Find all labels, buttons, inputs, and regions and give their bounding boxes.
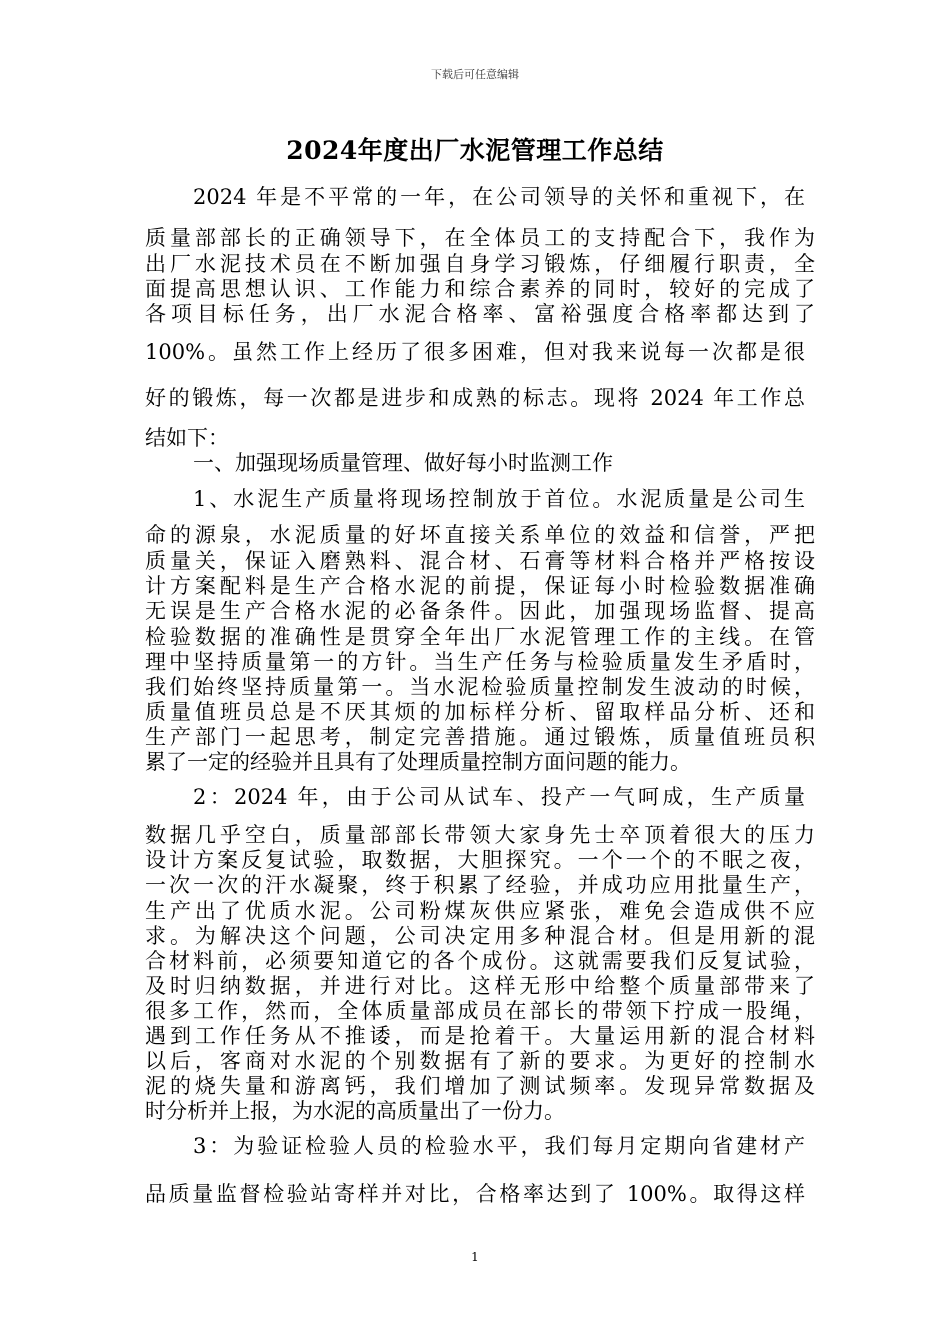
body-line: 出厂水泥技术员在不断加强自身学习锻炼，仔细履行职责，全 [145,252,815,276]
body-line: 及时归纳数据，并进行对比。这样无形中给整个质量部带来了 [145,974,815,998]
body-line: 累了一定的经验并且具有了处理质量控制方面问题的能力。 [145,750,691,774]
body-line: 命的源泉，水泥质量的好坏直接关系单位的效益和信誉，严把 [145,523,815,547]
body-line: 求。为解决这个问题，公司决定用多种混合材。但是用新的混 [145,924,815,948]
body-line: 2：2024 年，由于公司从试车、投产一气呵成，生产质量 [193,785,805,809]
body-line: 时分析并上报，为水泥的高质量出了一份力。 [145,1099,565,1123]
body-line: 1、水泥生产质量将现场控制放于首位。水泥质量是公司生 [193,487,805,511]
body-line: 面提高思想认识、工作能力和综合素养的同时，较好的完成了 [145,277,815,301]
body-line: 好的锻炼，每一次都是进步和成熟的标志。现将 2024 年工作总 [145,386,805,410]
body-line: 以后，客商对水泥的个别数据有了新的要求。为更好的控制水 [145,1049,815,1073]
body-line: 我们始终坚持质量第一。当水泥检验质量控制发生波动的时候， [145,675,815,699]
body-line: 遇到工作任务从不推诿，而是抢着干。大量运用新的混合材料 [145,1024,815,1048]
body-line: 质量值班员总是不厌其烦的加标样分析、留取样品分析、还和 [145,700,815,724]
body-line: 2024 年是不平常的一年，在公司领导的关怀和重视下，在 [193,185,805,209]
body-line: 检验数据的准确性是贯穿全年出厂水泥管理工作的主线。在管 [145,625,815,649]
body-line: 计方案配料是生产合格水泥的前提，保证每小时检验数据准确 [145,574,815,598]
body-line: 泥的烧失量和游离钙，我们增加了测试频率。发现异常数据及 [145,1074,815,1098]
body-line: 生产部门一起思考，制定完善措施。通过锻炼，质量值班员积 [145,725,815,749]
body-line: 质量关，保证入磨熟料、混合材、石膏等材料合格并严格按设 [145,549,815,573]
document-title: 2024年度出厂水泥管理工作总结 [286,136,664,165]
body-line: 结如下： [145,426,229,450]
header-note: 下载后可任意编辑 [431,68,519,81]
body-line: 质量部部长的正确领导下，在全体员工的支持配合下，我作为 [145,226,815,250]
section-heading: 一、加强现场质量管理、做好每小时监测工作 [193,451,613,475]
body-line: 品质量监督检验站寄样并对比，合格率达到了 100%。取得这样 [145,1182,805,1206]
body-line: 一次一次的汗水凝聚，终于积累了经验，并成功应用批量生产， [145,873,815,897]
body-line: 无误是生产合格水泥的必备条件。因此，加强现场监督、提高 [145,599,815,623]
body-line: 3：为验证检验人员的检验水平，我们每月定期向省建材产 [193,1134,805,1158]
body-line: 设计方案反复试验，取数据，大胆探究。一个一个的不眠之夜， [145,848,815,872]
body-line: 很多工作，然而，全体质量部成员在部长的带领下拧成一股绳， [145,999,815,1023]
body-line: 生产出了优质水泥。公司粉煤灰供应紧张，难免会造成供不应 [145,899,815,923]
body-line: 合材料前，必须要知道它的各个成份。这就需要我们反复试验， [145,949,815,973]
body-line: 100%。虽然工作上经历了很多困难，但对我来说每一次都是很 [145,340,805,364]
page-number: 1 [471,1250,479,1264]
body-line: 数据几乎空白，质量部部长带领大家身先士卒顶着很大的压力 [145,823,815,847]
body-line: 各项目标任务，出厂水泥合格率、富裕强度合格率都达到了 [145,302,815,326]
body-line: 理中坚持质量第一的方针。当生产任务与检验质量发生矛盾时， [145,650,815,674]
